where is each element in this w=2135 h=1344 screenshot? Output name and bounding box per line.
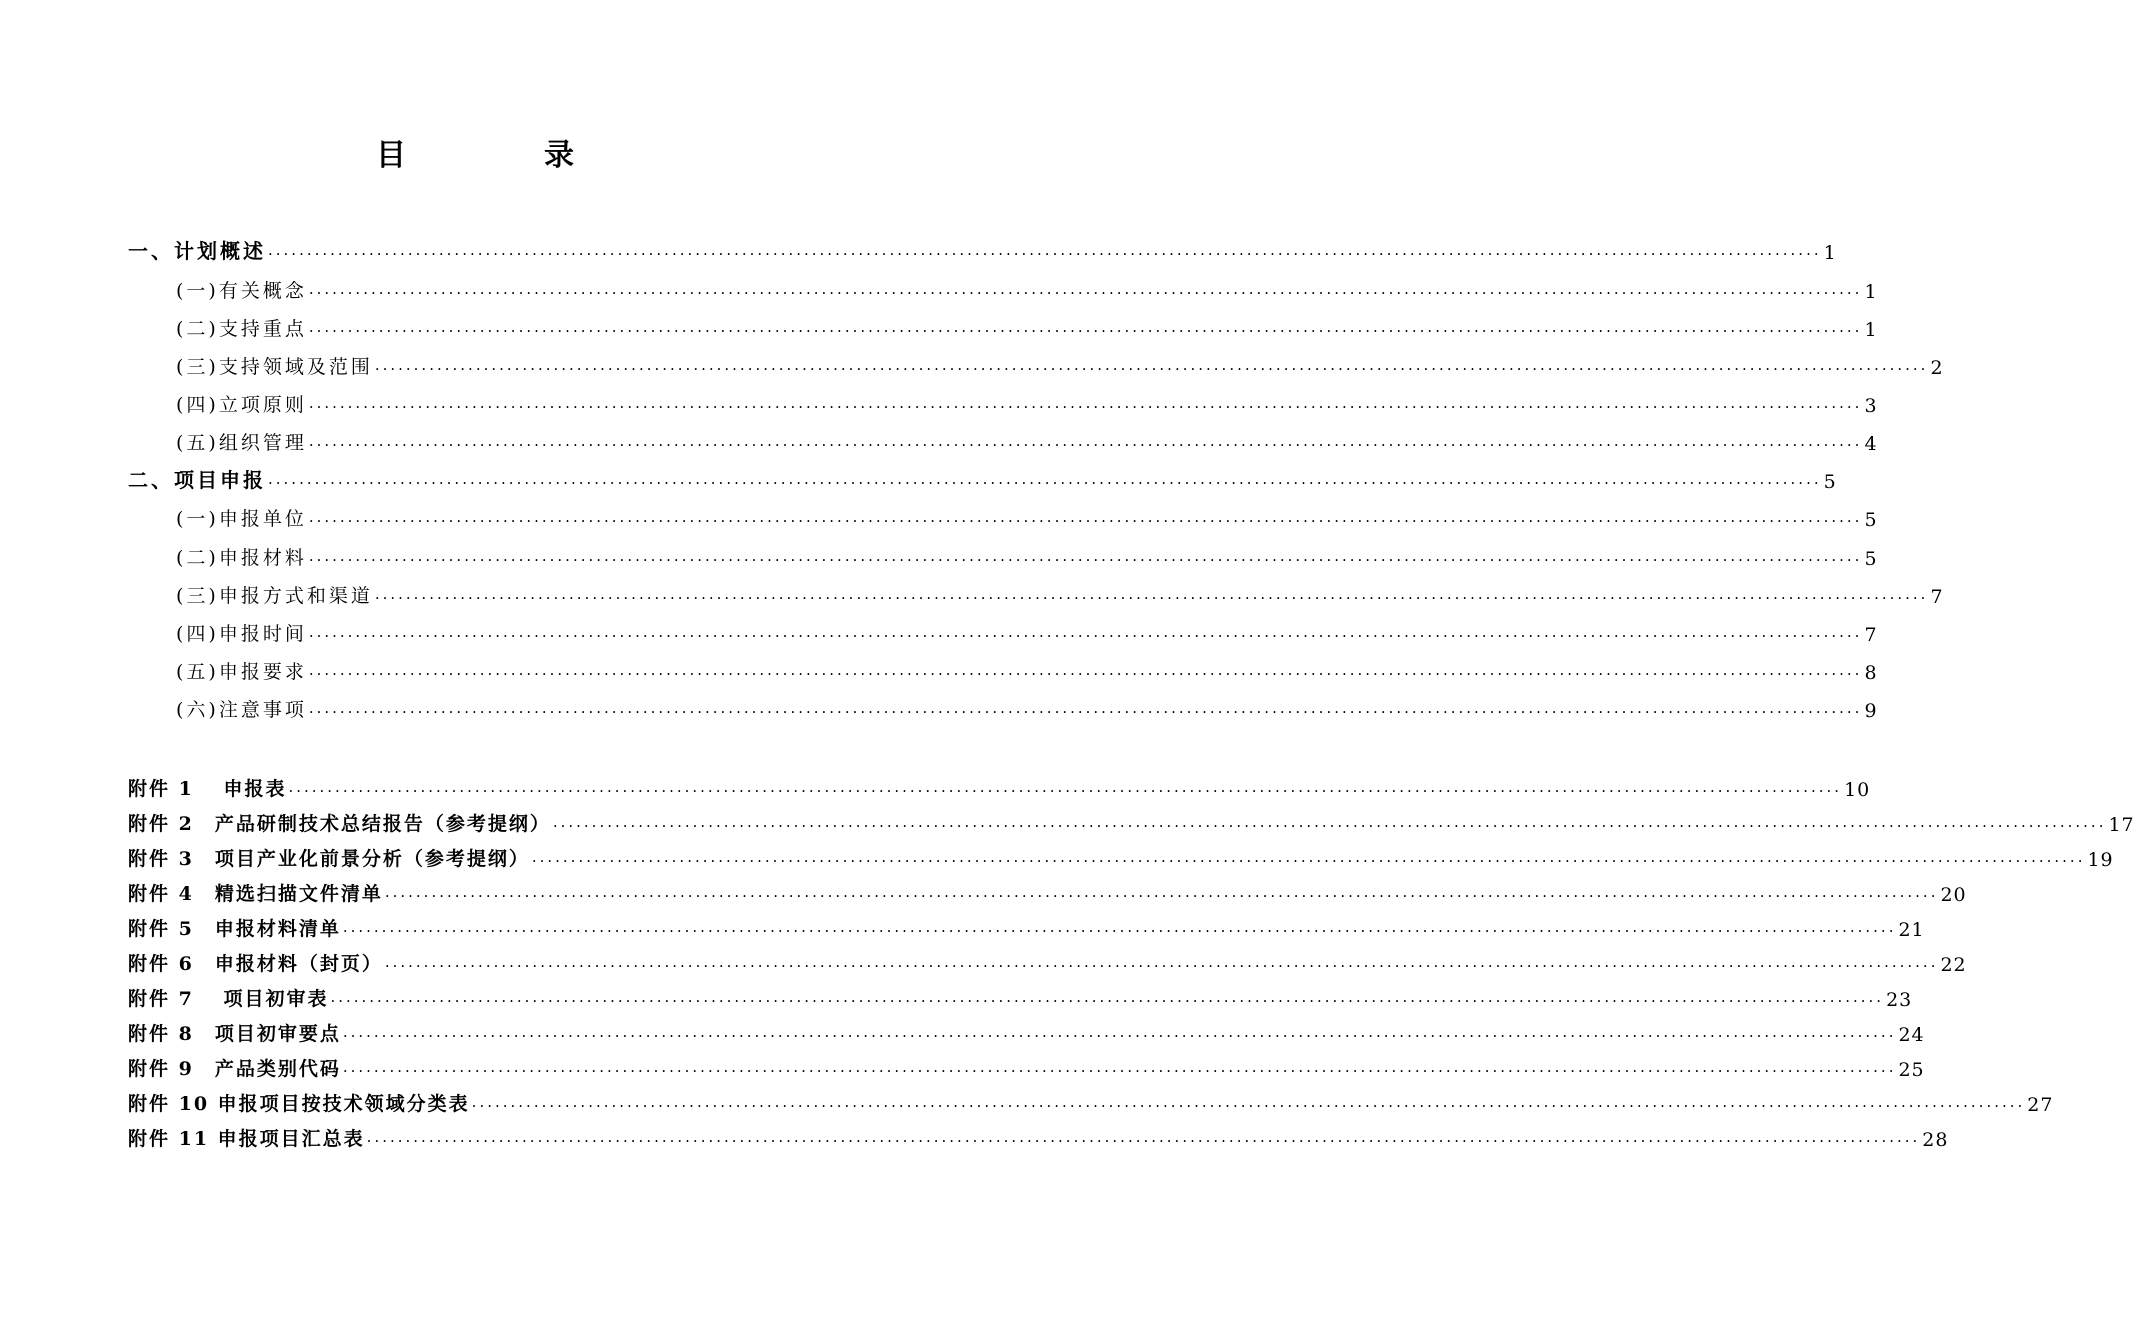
toc-entry-label: 附件 11 申报项目汇总表: [128, 1128, 365, 1150]
toc-page-number: 1: [1823, 242, 1836, 264]
toc-leader: ········································································································································································································: [308, 703, 1863, 721]
toc-page-number: 5: [1864, 509, 1877, 531]
toc-page-number: 28: [1922, 1129, 1949, 1151]
toc-page-number: 7: [1930, 586, 1943, 608]
toc-attachment-entry[interactable]: [128, 841, 2114, 871]
toc-page-number: 21: [1898, 919, 1925, 941]
toc-leader: ········································································································································································································: [342, 922, 1897, 940]
toc-leader: ········································································································································································································: [288, 782, 1843, 800]
toc-page-number: 9: [1864, 700, 1877, 722]
toc-page-number: 20: [1940, 884, 1967, 906]
toc-entry[interactable]: [176, 501, 1877, 531]
toc-entry[interactable]: [176, 273, 1877, 303]
toc-attachment-entry[interactable]: [128, 981, 1913, 1011]
toc-entry-label: 附件 8 项目初审要点: [128, 1023, 341, 1045]
toc-attachment-entry[interactable]: [128, 806, 2135, 836]
toc-page-number: 22: [1940, 954, 1967, 976]
toc-leader: ········································································································································································································: [374, 589, 1929, 607]
toc-entry[interactable]: [176, 692, 1877, 722]
toc-leader: ········································································································································································································: [342, 1027, 1897, 1045]
toc-entry-label: (二)申报材料: [176, 547, 307, 569]
toc-entry-label: 一、计划概述: [128, 239, 266, 263]
toc-entry[interactable]: [176, 425, 1877, 455]
toc-page-number: 4: [1864, 433, 1877, 455]
toc-attachment-entry[interactable]: [128, 771, 1871, 801]
toc-leader: ········································································································································································································: [552, 817, 2107, 835]
toc-page-number: 24: [1898, 1024, 1925, 1046]
toc-page-number: 5: [1823, 471, 1836, 493]
toc-entry-label: 附件 7 项目初审表: [128, 988, 329, 1010]
toc-leader: ········································································································································································································: [308, 284, 1863, 302]
toc-leader: ········································································································································································································: [308, 665, 1863, 683]
toc-leader: ········································································································································································································: [308, 398, 1863, 416]
toc-entry-label: (一)申报单位: [176, 508, 307, 530]
toc-entry-label: (二)支持重点: [176, 318, 307, 340]
toc-attachment-entry[interactable]: [128, 1016, 1925, 1046]
toc-entry[interactable]: [176, 654, 1877, 684]
toc-leader: ········································································································································································································: [268, 474, 1822, 492]
toc-leader: ········································································································································································································: [384, 887, 1939, 905]
toc-page-number: 8: [1864, 662, 1877, 684]
toc-leader: ········································································································································································································: [384, 957, 1939, 975]
toc-entry[interactable]: [128, 234, 1836, 264]
toc-leader: ········································································································································································································: [308, 322, 1863, 340]
toc-attachment-entry[interactable]: [128, 911, 1925, 941]
toc-page-number: 2: [1930, 357, 1943, 379]
toc-page-number: 17: [2108, 814, 2135, 836]
toc-entry[interactable]: [176, 387, 1877, 417]
toc-leader: ········································································································································································································: [342, 1062, 1897, 1080]
toc-entry-label: (六)注意事项: [176, 699, 307, 721]
toc-entry[interactable]: [176, 349, 1943, 379]
toc-leader: ········································································································································································································: [308, 436, 1863, 454]
toc-entry[interactable]: [176, 311, 1877, 341]
toc-entry-label: (三)申报方式和渠道: [176, 585, 373, 607]
toc-entry[interactable]: [176, 578, 1943, 608]
toc-page-number: 3: [1864, 395, 1877, 417]
toc-leader: ········································································································································································································: [330, 992, 1885, 1010]
toc-page-number: 5: [1864, 548, 1877, 570]
toc-attachment-entry[interactable]: [128, 1086, 2054, 1116]
toc-page-number: 23: [1886, 989, 1913, 1011]
toc-page-number: 25: [1898, 1059, 1925, 1081]
toc-entry-label: 附件 10 申报项目按技术领域分类表: [128, 1093, 470, 1115]
toc-entry-label: 附件 4 精选扫描文件清单: [128, 883, 383, 905]
toc-attachment-entry[interactable]: [128, 1121, 1949, 1151]
toc-leader: ········································································································································································································: [471, 1097, 2026, 1115]
toc-entry-label: 附件 2 产品研制技术总结报告（参考提纲）: [128, 813, 551, 835]
toc-entry-label: (四)立项原则: [176, 394, 307, 416]
toc-entry[interactable]: [176, 540, 1877, 570]
toc-page-number: 1: [1864, 281, 1877, 303]
toc-entry-label: (五)组织管理: [176, 432, 307, 454]
toc-entry-label: 二、项目申报: [128, 468, 266, 492]
toc-entry-label: 附件 3 项目产业化前景分析（参考提纲）: [128, 848, 530, 870]
toc-entry-label: 附件 5 申报材料清单: [128, 918, 341, 940]
toc-entry-label: (一)有关概念: [176, 280, 307, 302]
toc-leader: ········································································································································································································: [531, 852, 2086, 870]
toc-page-number: 27: [2027, 1094, 2054, 1116]
toc-attachment-entry[interactable]: [128, 946, 1967, 976]
toc-entry-label: (五)申报要求: [176, 661, 307, 683]
toc-entry-label: (三)支持领域及范围: [176, 356, 373, 378]
toc-page-number: 7: [1864, 624, 1877, 646]
toc-leader: ········································································································································································································: [366, 1132, 1921, 1150]
toc-entry-label: 附件 6 申报材料（封页）: [128, 953, 383, 975]
toc-leader: ········································································································································································································: [308, 551, 1863, 569]
toc-attachment-entry[interactable]: [128, 1051, 1925, 1081]
toc-page-number: 19: [2087, 849, 2114, 871]
toc-attachment-entry[interactable]: [128, 876, 1967, 906]
toc-leader: ········································································································································································································: [374, 360, 1929, 378]
toc-leader: ········································································································································································································: [308, 512, 1863, 530]
toc-page-number: 10: [1844, 779, 1871, 801]
toc-entry-label: 附件 1 申报表: [128, 778, 287, 800]
toc-entry-label: (四)申报时间: [176, 623, 307, 645]
toc-entry[interactable]: [128, 463, 1836, 493]
toc-leader: ········································································································································································································: [308, 627, 1863, 645]
toc-page-number: 1: [1864, 319, 1877, 341]
toc-leader: ········································································································································································································: [268, 245, 1822, 263]
page-title: 目 录: [376, 138, 628, 173]
toc-entry[interactable]: [176, 616, 1877, 646]
toc-entry-label: 附件 9 产品类别代码: [128, 1058, 341, 1080]
